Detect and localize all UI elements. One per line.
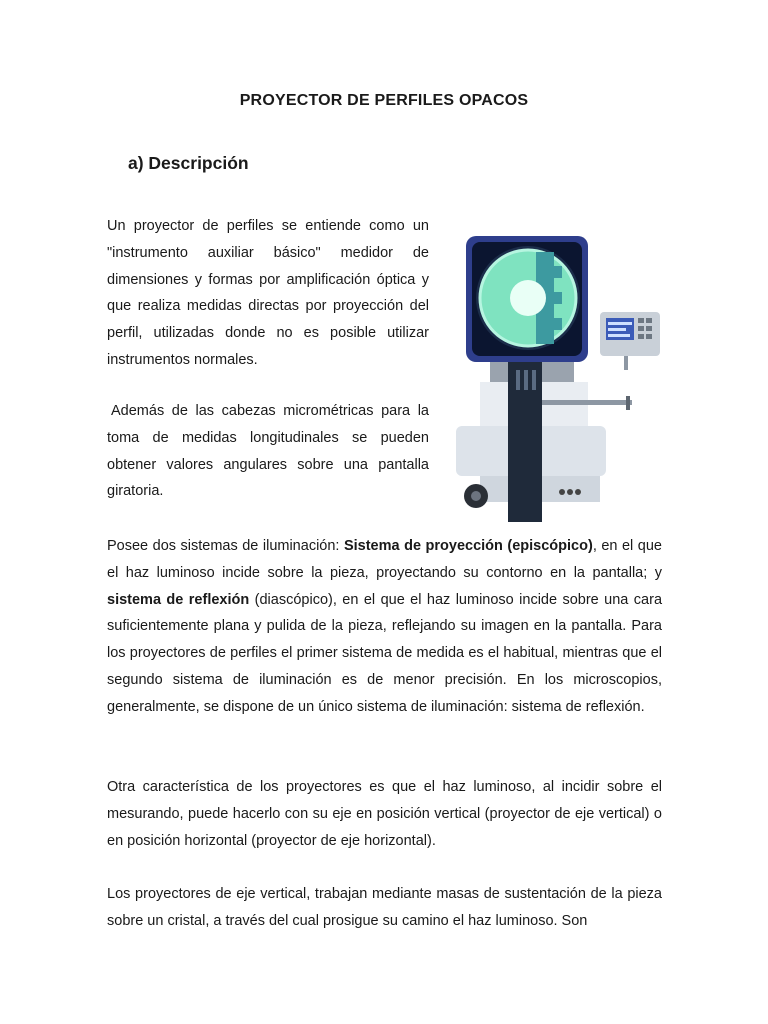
paragraph-intro: Un proyector de perfiles se entiende como un "instrumento auxiliar básico" medidor de dimensiones y formas por amplificación óptica y que realiza medidas directas por proyección del perfil, utilizadas donde no es posible utilizar instrumentos normales. [107,218,429,368]
section-heading: a) Descripción [128,153,249,173]
illumination-bold-2: sistema de reflexión [107,591,250,608]
paragraph-vertical-axis: Los proyectores de eje vertical, trabajan mediante masas de sustentación de la pieza sobre un cristal, a través del cual prosigue su camino el haz luminoso. Son [107,886,662,929]
paragraph-illumination [107,533,662,721]
illumination-bold-1: Sistema de proyección (episcópico) [343,538,593,554]
illumination-text-3: (diascópico), en el que el haz luminoso incide sobre una cara suficientemente plana y pulida de la pieza, reflejando su imagen en la pantalla. Para los proyectores de perfiles el primer sistema de medida es el habitual, mientras que el segundo sistema de iluminación es de menor precisión. En los microscopios, generalmente, se dispone de un único sistema de iluminación: sistema de reflexión. [107,591,663,715]
illumination-text-1: Posee dos sistemas de iluminación: [107,538,344,554]
paragraph-axis: Otra característica de los proyectores es que el haz luminoso, al incidir sobre el mesurando, puede hacerlo con su eje en posición vertical (proyector de eje vertical) o en posición horizontal (proyector de eje horizontal). [107,779,662,849]
profile-projector-icon [450,230,672,526]
paragraph-micrometric: Además de las cabezas micrométricas para la toma de medidas longitudinales se pueden obtener valores angulares sobre una pantalla giratoria. [107,403,429,500]
page-title: PROYECTOR DE PERFILES OPACOS [239,92,529,109]
illumination-text-2: , en el que el haz luminoso incide sobre la pieza, proyectando su contorno en la pantalla; y [107,538,662,581]
profile-projector-image [450,230,672,526]
